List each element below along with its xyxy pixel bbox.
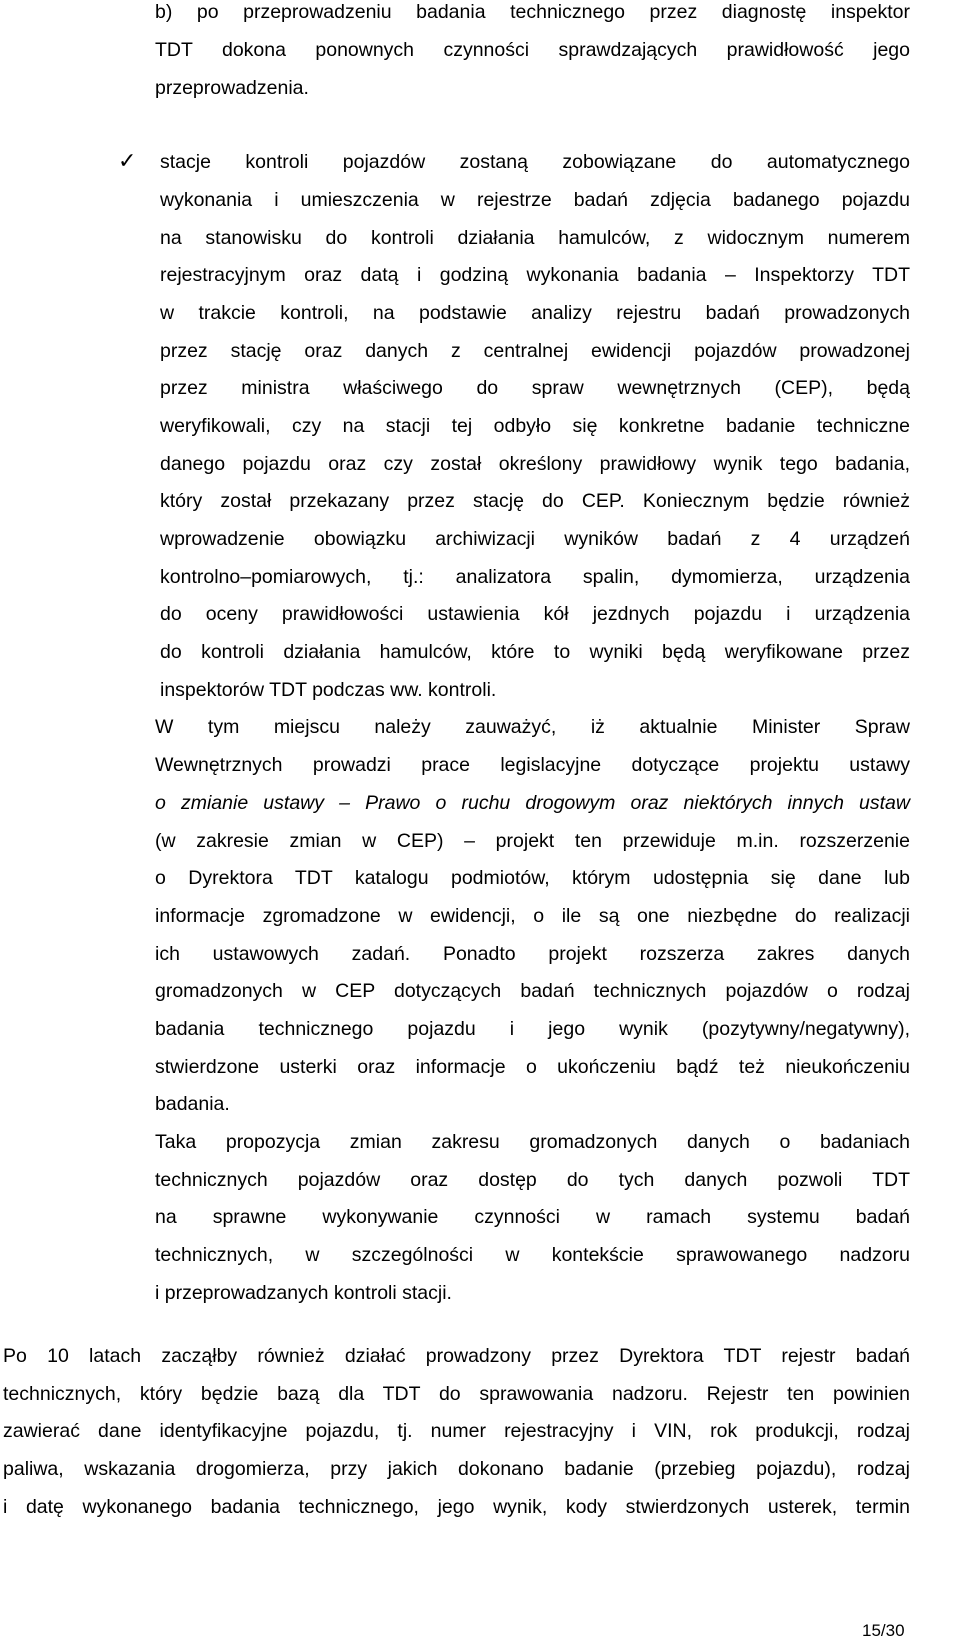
- bullet-line: kontrolno–pomiarowych, tj.: analizatora spalin, dymomierza, urządzenia: [160, 566, 910, 588]
- paragraph-line: stwierdzone usterki oraz informacje o ukończeniu bądź też nieukończeniu: [155, 1056, 910, 1078]
- paragraph-line: zawierać dane identyfikacyjne pojazdu, tj. numer rejestracyjny i VIN, rok produkcji, rodzaj: [3, 1420, 910, 1442]
- bullet-line: wprowadzenie obowiązku archiwizacji wyników badań z 4 urządzeń: [160, 528, 910, 550]
- paragraph-line: badania.: [155, 1093, 230, 1115]
- paragraph-line: Wewnętrznych prowadzi prace legislacyjne dotyczące projektu ustawy: [155, 754, 910, 776]
- bullet-line: stacje kontroli pojazdów zostaną zobowiązane do automatycznego: [160, 151, 910, 173]
- paragraph-line: (w zakresie zmian w CEP) – projekt ten przewiduje m.in. rozszerzenie: [155, 830, 910, 852]
- bullet-line: weryfikowali, czy na stacji tej odbyło się konkretne badanie techniczne: [160, 415, 910, 437]
- paragraph-line: informacje zgromadzone w ewidencji, o ile są one niezbędne do realizacji: [155, 905, 910, 927]
- bullet-line: na stanowisku do kontroli działania hamulców, z widocznym numerem: [160, 227, 910, 249]
- paragraph-line: W tym miejscu należy zauważyć, iż aktualnie Minister Spraw: [155, 716, 910, 738]
- bullet-line: w trakcie kontroli, na podstawie analizy rejestru badań prowadzonych: [160, 302, 910, 324]
- paragraph-line: o Dyrektora TDT katalogu podmiotów, którym udostępnia się dane lub: [155, 867, 910, 889]
- bullet-line: który został przekazany przez stację do CEP. Koniecznym będzie również: [160, 490, 910, 512]
- paragraph-line: technicznych pojazdów oraz dostęp do tych danych pozwoli TDT: [155, 1169, 910, 1191]
- bullet-line: do oceny prawidłowości ustawienia kół jezdnych pojazdu i urządzenia: [160, 603, 910, 625]
- paragraph-b-line: b) po przeprowadzeniu badania technicznego przez diagnostę inspektor: [155, 1, 910, 23]
- bullet-line: danego pojazdu oraz czy został określony prawidłowy wynik tego badania,: [160, 453, 910, 475]
- paragraph-line: paliwa, wskazania drogomierza, przy jakich dokonano badanie (przebieg pojazdu), rodzaj: [3, 1458, 910, 1480]
- paragraph-line: badania technicznego pojazdu i jego wynik (pozytywny/negatywny),: [155, 1018, 910, 1040]
- paragraph-line: technicznych, w szczególności w kontekście sprawowanego nadzoru: [155, 1244, 910, 1266]
- bullet-line: do kontroli działania hamulców, które to wyniki będą weryfikowane przez: [160, 641, 910, 663]
- paragraph-line-italic: o zmianie ustawy – Prawo o ruchu drogowym oraz niektórych innych ustaw: [155, 792, 910, 814]
- page-number: 15/30: [862, 1621, 905, 1640]
- paragraph-line: i przeprowadzanych kontroli stacji.: [155, 1282, 452, 1304]
- paragraph-line: ich ustawowych zadań. Ponadto projekt rozszerza zakres danych: [155, 943, 910, 965]
- paragraph-b-line: przeprowadzenia.: [155, 77, 309, 99]
- checkmark-icon: ✓: [118, 149, 137, 174]
- bullet-line: przez ministra właściwego do spraw wewnętrznych (CEP), będą: [160, 377, 910, 399]
- bullet-line: przez stację oraz danych z centralnej ewidencji pojazdów prowadzonej: [160, 340, 910, 362]
- bullet-line: inspektorów TDT podczas ww. kontroli.: [160, 679, 497, 701]
- paragraph-line: Taka propozycja zmian zakresu gromadzonych danych o badaniach: [155, 1131, 910, 1153]
- paragraph-line: gromadzonych w CEP dotyczących badań technicznych pojazdów o rodzaj: [155, 980, 910, 1002]
- paragraph-line: technicznych, który będzie bazą dla TDT do sprawowania nadzoru. Rejestr ten powinien: [3, 1383, 910, 1405]
- paragraph-line: i datę wykonanego badania technicznego, jego wynik, kody stwierdzonych usterek, termin: [3, 1496, 910, 1518]
- bullet-line: wykonania i umieszczenia w rejestrze badań zdjęcia badanego pojazdu: [160, 189, 910, 211]
- paragraph-b-line: TDT dokona ponownych czynności sprawdzających prawidłowość jego: [155, 39, 910, 61]
- bullet-line: rejestracyjnym oraz datą i godziną wykonania badania – Inspektorzy TDT: [160, 264, 910, 286]
- paragraph-line: Po 10 latach zacząłby również działać prowadzony przez Dyrektora TDT rejestr badań: [3, 1345, 910, 1367]
- paragraph-line: na sprawne wykonywanie czynności w ramach systemu badań: [155, 1206, 910, 1228]
